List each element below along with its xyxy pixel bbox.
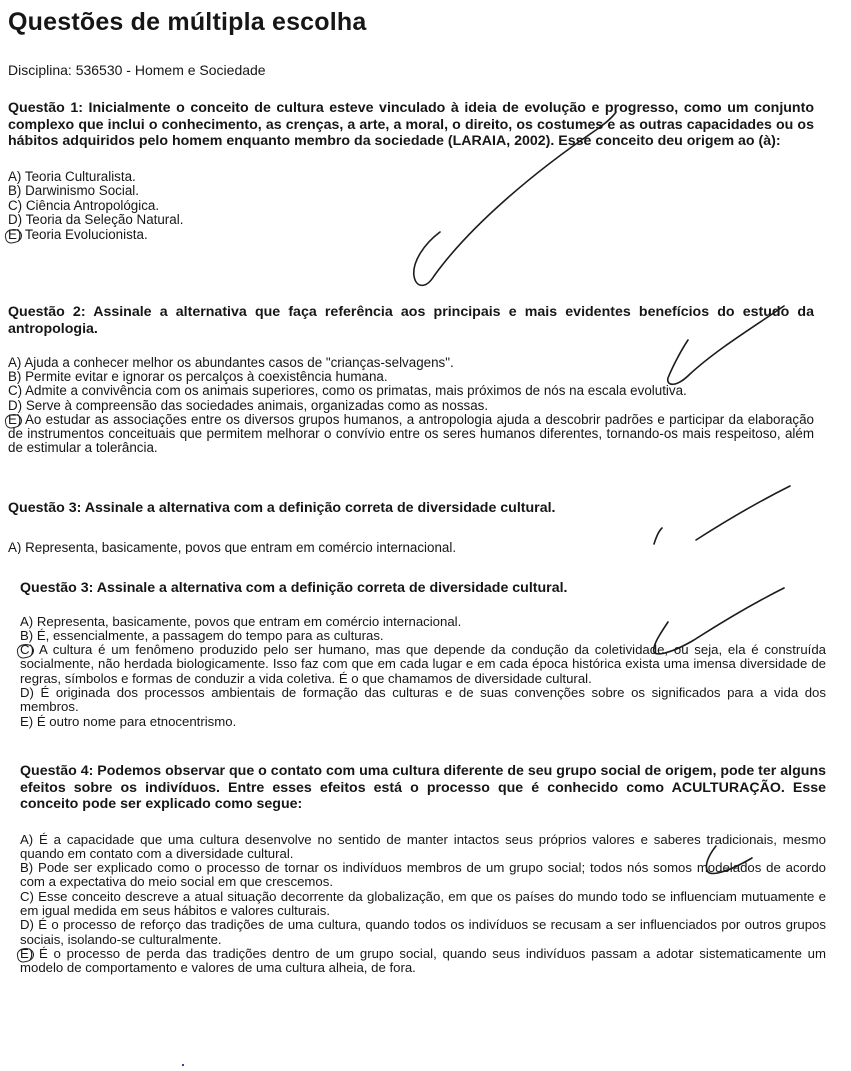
option-e: E) É outro nome para etnocentrismo. xyxy=(20,713,237,729)
question-1-text: Questão 1: Inicialmente o conceito de cultura esteve vinculado à ideia de evolução e progresso, como um conjunto complexo que inclui o conhecimento, as crenças, a arte, a moral, o direito, os costumes e as outras capacidades ou os hábitos adquiridos pelo homem enquanto membro da sociedade (LARAIA, 2002). Esse conceito deu origem ao (à): xyxy=(8,100,814,149)
option-c: C) Ciência Antropológica. xyxy=(8,197,160,213)
option-a: A) Ajuda a conhecer melhor os abundantes casos de "crianças-selvagens". xyxy=(8,355,454,370)
option-a: A) Representa, basicamente, povos que entram em comércio internacional. xyxy=(20,613,462,629)
question-2-options xyxy=(8,356,814,455)
question-2 xyxy=(8,304,814,455)
option-a: A) Teoria Culturalista. xyxy=(8,168,136,184)
question-3-cut-off xyxy=(8,500,814,554)
option-e-marked: E) Ao estudar as associações entre os diversos grupos humanos, a antropologia ajuda a descobrir padrões e participar da elaboração de instrumentos conceituais que permitem melhorar o convívio entre os seres humanos diferentes, tornando-os mais respeitoso, além de estimular a tolerância. xyxy=(8,411,814,456)
question-2-text: Questão 2: Assinale a alternativa que faça referência aos principais e mais evidentes benefícios do estudo da antropologia. xyxy=(8,304,814,337)
option-e-marked: E) É o processo de perda das tradições dentro de um grupo social, quando seus indivíduos passam a adotar sistematicamente um modelo de comportamento e valores de uma cultura alheia, de fora. xyxy=(20,945,826,976)
option-d: D) Teoria da Seleção Natural. xyxy=(8,212,184,228)
page-title: Questões de múltipla escolha xyxy=(8,8,367,36)
ink-dot xyxy=(182,1064,184,1066)
option-d: D) É o processo de reforço das tradições de uma cultura, quando todos os indivíduos se recusam a ser influenciados por outros grupos sociais, isolando-se culturalmente. xyxy=(20,917,826,947)
option-c-marked: C) A cultura é um fenômeno produzido pelo ser humano, mas que depende da condução da coletividade, ou seja, ela é construída socialmente, não herdada biologicamente. Isso faz com que em cada lugar e em cada época histórica exista uma imensa diversidade de regras, símbolos e formas de conduzir a vida coletiva. É o que chamamos de diversidade cultural. xyxy=(20,642,826,686)
option-d: D) É originada dos processos ambientais de formação das culturas e de suas convenções sobre os significados para a vida dos membros. xyxy=(20,684,826,715)
scan-page-2 xyxy=(10,572,842,1032)
question-1-options xyxy=(8,170,814,243)
question-3 xyxy=(20,580,826,729)
option-d: D) Serve à compreensão das sociedades animais, organizadas como as nossas. xyxy=(8,397,489,413)
option-a: A) É a capacidade que uma cultura desenvolve no sentido de manter intactos seus próprios valores e saberes tradicionais, mesmo quando em contato com a diversidade cultural. xyxy=(20,831,826,861)
option-e-marked: E) Teoria Evolucionista. xyxy=(8,228,814,243)
option-b: B) Pode ser explicado como o processo de tornar os indivíduos membros de um grupo social; todos nós somos modelados de acordo com a expectativa do meio social em que crescemos. xyxy=(20,860,826,890)
question-1 xyxy=(8,100,814,242)
option-b: B) Permite evitar e ignorar os percalços à coexistência humana. xyxy=(8,369,388,385)
option-c: C) Esse conceito descreve a atual situação decorrente da globalização, em que os países do mundo todo se influenciam mutuamente e em igual medida em seus hábitos e valores culturais. xyxy=(20,888,826,918)
question-4 xyxy=(20,763,826,975)
question-4-text: Questão 4: Podemos observar que o contato com uma cultura diferente de seu grupo social de origem, pode ter alguns efeitos sobre os indivíduos. Entre esses efeitos está o processo que é conhecido como ACULTURAÇÃO. Esse conceito pode ser explicado como segue: xyxy=(20,763,826,812)
question-3-text: Questão 3: Assinale a alternativa com a definição correta de diversidade cultural. xyxy=(8,500,556,516)
option-a: A) Representa, basicamente, povos que entram em comércio internacional. xyxy=(8,539,457,554)
scan-page-1 xyxy=(8,0,844,554)
option-b: B) É, essencialmente, a passagem do tempo para as culturas. xyxy=(20,627,384,643)
subject-line: Disciplina: 536530 - Homem e Sociedade xyxy=(8,62,266,78)
option-c: C) Admite a convivência com os animais superiores, como os primatas, mais próximos de nós na escala evolutiva. xyxy=(8,383,687,399)
option-b: B) Darwinismo Social. xyxy=(8,183,139,199)
question-3-options xyxy=(20,615,826,729)
question-3-options-cut xyxy=(8,540,814,554)
question-4-options xyxy=(20,833,826,976)
question-3-text: Questão 3: Assinale a alternativa com a definição correta de diversidade cultural. xyxy=(20,580,568,596)
